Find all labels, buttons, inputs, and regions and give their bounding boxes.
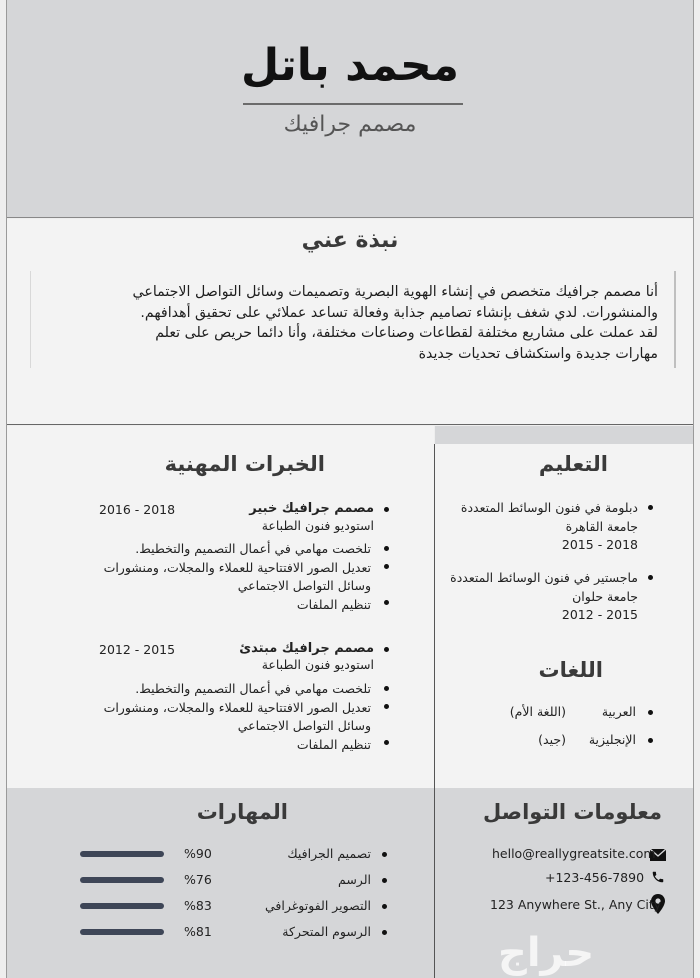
- about-line: والمنشورات. لدي شغف بإنشاء تصاميم جذابة وفعالة تساعد عملائي على تحقيق أهدافهم.: [140, 304, 658, 321]
- education-item-2: [450, 569, 638, 625]
- education-degree: ماجستير في فنون الوسائط المتعددة: [450, 570, 638, 585]
- skill-percent-2: %76: [184, 872, 212, 887]
- skill-percent-1: %90: [184, 846, 212, 861]
- task-item: تلخصت مهامي في أعمال التصميم والتخطيط.: [135, 681, 371, 696]
- experience-heading: الخبرات المهنية: [164, 452, 325, 476]
- education-item-1: [461, 499, 638, 555]
- job-tasks-1: [104, 540, 371, 614]
- page-frame: [6, 0, 694, 978]
- education-degree: دبلومة في فنون الوسائط المتعددة: [460, 500, 638, 515]
- job-tasks-2: [104, 680, 371, 754]
- skills-heading: المهارات: [196, 800, 288, 824]
- task-item: تنظيم الملفات: [296, 736, 371, 752]
- job-years-2: 2012 - 2015: [99, 642, 176, 657]
- languages-heading: اللغات: [538, 658, 603, 682]
- skill-name-3: التصوير الفوتوغرافي: [265, 898, 371, 913]
- job-company-1: استوديو فنون الطباعة: [261, 518, 374, 533]
- skill-name-2: الرسم: [338, 872, 371, 887]
- job-title-1: مصمم جرافيك خبير: [249, 501, 374, 516]
- skill-bar-1: [80, 851, 164, 857]
- about-line: أنا مصمم جرافيك متخصص في إنشاء الهوية البصرية وتصميمات وسائل التواصل الاجتماعي: [132, 284, 658, 300]
- task-item: وسائل التواصل الاجتماعي: [237, 718, 371, 733]
- bullet: [382, 878, 387, 883]
- bullet: [648, 505, 653, 510]
- skill-bar-3: [80, 903, 164, 909]
- about-line: لقد عملت على مشاريع مختلفة لقطاعات وصناعات مختلفة، وأنا دائما حريص على تعلم: [155, 325, 658, 341]
- education-years: 2012 - 2015: [561, 607, 638, 622]
- contact-heading: معلومات التواصل: [483, 800, 662, 824]
- bullet: [648, 710, 653, 715]
- contact-email[interactable]: hello@reallygreatsite.com: [492, 846, 656, 861]
- language-name-2: الإنجليزية: [588, 732, 636, 747]
- bullet: [384, 600, 389, 605]
- education-heading: التعليم: [538, 452, 608, 476]
- language-level-2: (جيد): [538, 732, 566, 747]
- about-heading: نبذة عني: [301, 228, 399, 253]
- column-divider: [434, 444, 435, 978]
- education-school: جامعة حلوان: [572, 588, 638, 604]
- education-school: جامعة القاهرة: [565, 518, 638, 534]
- task-item: تلخصت مهامي في أعمال التصميم والتخطيط.: [135, 541, 371, 556]
- bullet: [384, 704, 389, 709]
- language-name-1: العربية: [601, 704, 636, 719]
- name-underline: [243, 103, 463, 105]
- bullet: [384, 647, 389, 652]
- bullet: [384, 546, 389, 551]
- job-company-2: استوديو فنون الطباعة: [261, 657, 374, 672]
- bullet: [384, 686, 389, 691]
- bullet: [384, 564, 389, 569]
- bullet: [384, 740, 389, 745]
- skill-bar-4: [80, 929, 164, 935]
- skill-percent-4: %81: [184, 924, 212, 939]
- about-text: [46, 282, 658, 364]
- job-title: مصمم جرافيك: [283, 112, 417, 137]
- phone-icon: [651, 870, 665, 884]
- task-item: وسائل التواصل الاجتماعي: [237, 578, 371, 593]
- bullet: [382, 930, 387, 935]
- bullet: [382, 904, 387, 909]
- task-item: تنظيم الملفات: [296, 596, 371, 612]
- bullet: [648, 575, 653, 580]
- skill-name-1: تصميم الجرافيك: [287, 846, 371, 861]
- bullet: [384, 507, 389, 512]
- skill-bar-2: [80, 877, 164, 883]
- job-years-1: 2016 - 2018: [99, 502, 176, 517]
- skill-name-4: الرسوم المتحركة: [282, 924, 371, 939]
- job-title-2: مصمم جرافيك مبتدئ: [239, 641, 374, 656]
- task-item: تعديل الصور الافتتاحية للعملاء والمجلات، ومنشورات: [103, 559, 371, 575]
- language-level-1: (اللغة الأم): [509, 704, 566, 719]
- education-years: 2015 - 2018: [561, 537, 638, 552]
- bullet: [382, 852, 387, 857]
- contact-address: 123 Anywhere St., Any City: [490, 897, 662, 912]
- person-name: محمد باتل: [240, 40, 460, 91]
- about-line: مهارات جديدة واستكشاف تحديات جديدة: [418, 345, 658, 362]
- skill-percent-3: %83: [184, 898, 212, 913]
- bullet: [648, 738, 653, 743]
- watermark-logo: حراج: [498, 930, 595, 976]
- contact-phone[interactable]: +123-456-7890: [545, 870, 645, 885]
- task-item: تعديل الصور الافتتاحية للعملاء والمجلات، ومنشورات: [103, 699, 371, 715]
